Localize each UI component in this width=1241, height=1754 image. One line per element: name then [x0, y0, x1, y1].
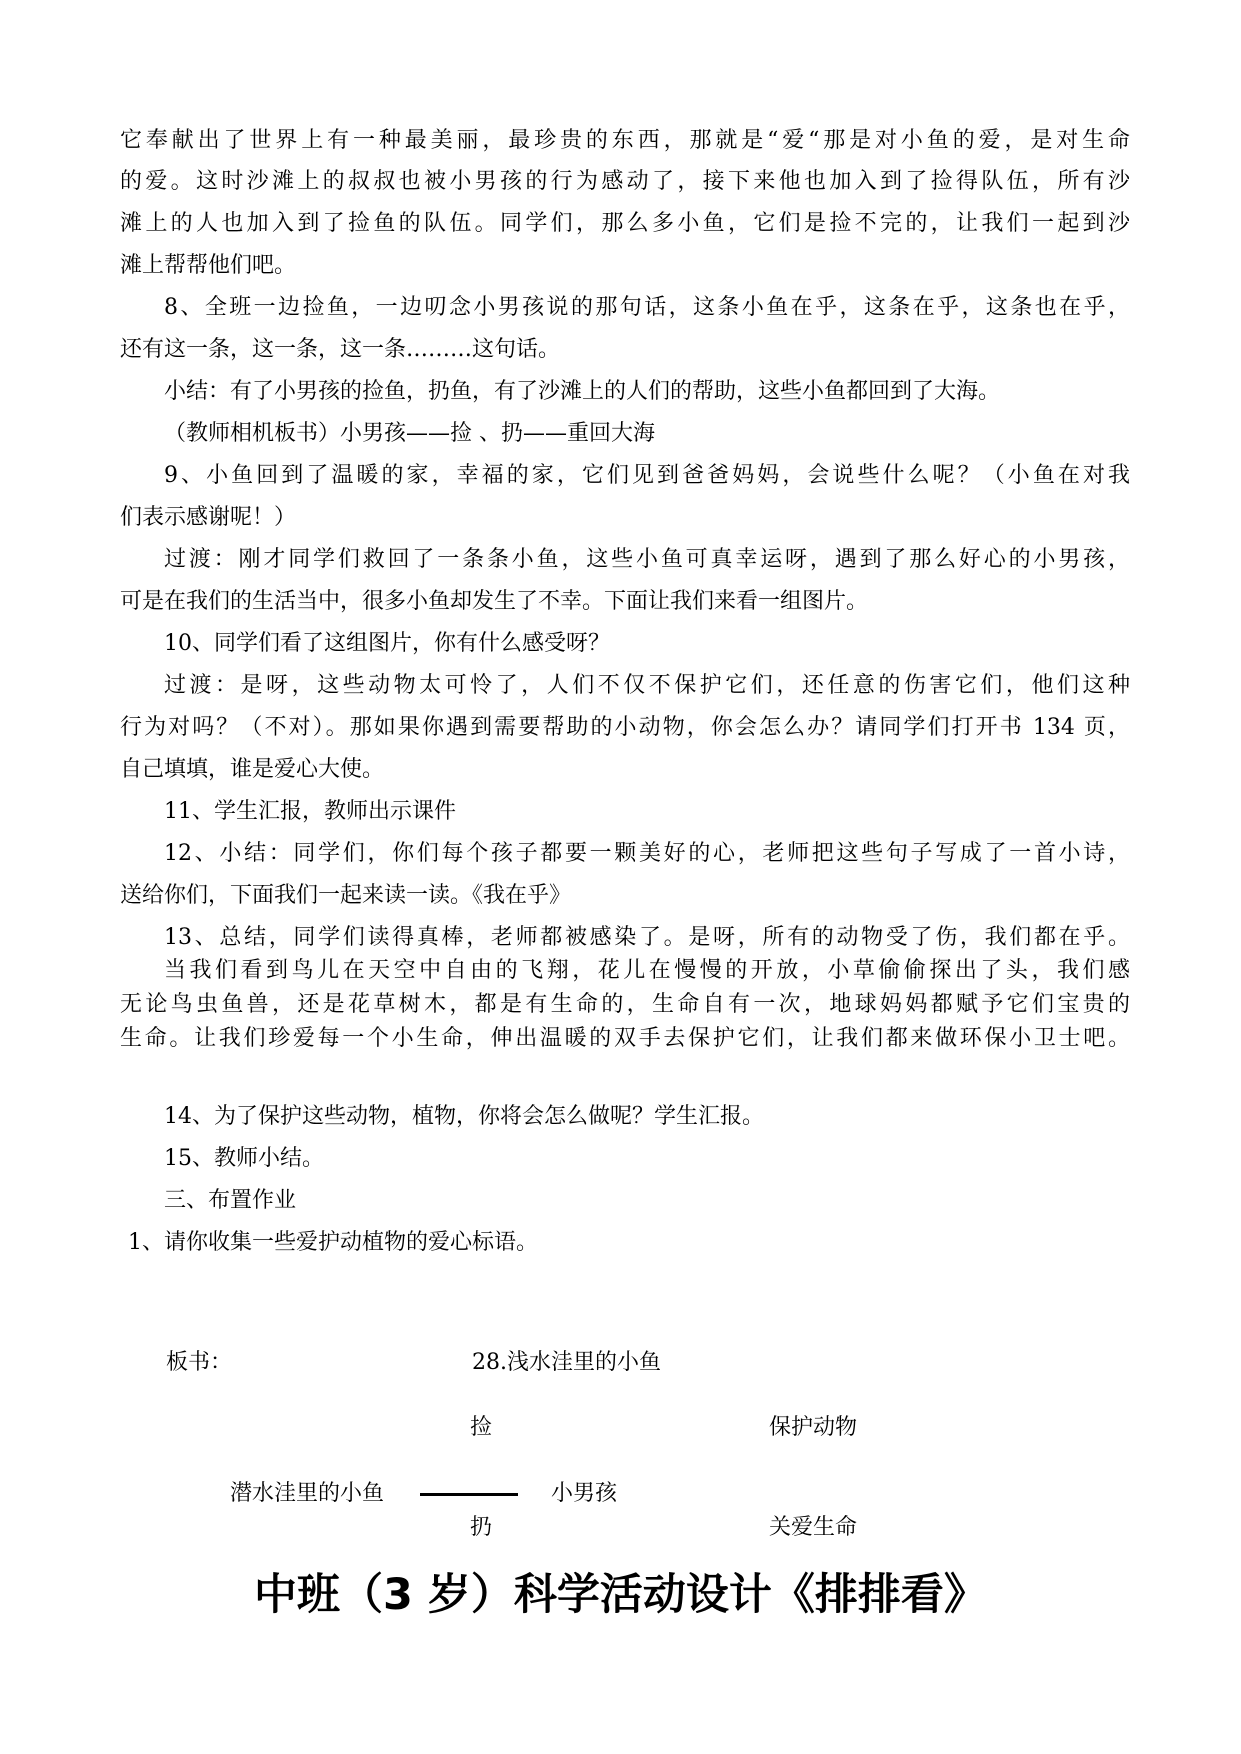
paragraph-line: 行为对吗？（不对）。那如果你遇到需要帮助的小动物，你会怎么办？请同学们打开书 134 页， — [120, 715, 1130, 740]
paragraph-line: 当我们看到鸟儿在天空中自由的飞翔，花儿在慢慢的开放，小草偷偷探出了头，我们感 — [164, 958, 1130, 983]
paragraph-line: 1、请你收集一些爱护动植物的爱心标语。 — [128, 1230, 538, 1255]
paragraph-line: 15、教师小结。 — [164, 1146, 324, 1171]
paragraph-line: 还有这一条，这一条，这一条………这句话。 — [120, 337, 561, 362]
paragraph-line: 三、布置作业 — [164, 1188, 297, 1213]
board-left: 潜水洼里的小鱼 — [230, 1481, 385, 1506]
board-pick: 捡 — [470, 1415, 493, 1440]
board-title: 28.浅水洼里的小鱼 — [472, 1350, 661, 1375]
board-dash — [420, 1493, 518, 1496]
paragraph-line: 无论鸟虫鱼兽，还是花草树木，都是有生命的，生命自有一次，地球妈妈都赋予它们宝贵的 — [120, 992, 1130, 1017]
paragraph-line: 8、全班一边捡鱼，一边叨念小男孩说的那句话，这条小鱼在乎，这条在乎，这条也在乎， — [164, 295, 1130, 320]
paragraph-line: （教师相机板书）小男孩——捡 、扔——重回大海 — [164, 421, 655, 446]
section-heading: 中班（3 岁）科学活动设计《排排看》 — [254, 1570, 987, 1620]
paragraph-line: 过渡：刚才同学们救回了一条条小鱼，这些小鱼可真幸运呀，遇到了那么好心的小男孩， — [164, 547, 1130, 572]
paragraph-line: 12、小结：同学们，你们每个孩子都要一颗美好的心，老师把这些句子写成了一首小诗， — [164, 841, 1130, 866]
board-label: 板书： — [166, 1350, 233, 1375]
paragraph-line: 10、同学们看了这组图片，你有什么感受呀？ — [164, 631, 610, 656]
paragraph-line: 9、小鱼回到了温暖的家，幸福的家，它们见到爸爸妈妈，会说些什么呢？（小鱼在对我 — [164, 463, 1130, 488]
paragraph-line: 送给你们，下面我们一起来读一读。《我在乎》 — [120, 883, 572, 908]
paragraph-line: 自己填填，谁是爱心大使。 — [120, 757, 385, 782]
board-protect: 保护动物 — [769, 1415, 858, 1440]
paragraph-line: 11、学生汇报，教师出示课件 — [164, 799, 456, 824]
paragraph-line: 滩上的人也加入到了捡鱼的队伍。同学们，那么多小鱼，它们是捡不完的，让我们一起到沙 — [120, 211, 1130, 236]
paragraph-line: 14、为了保护这些动物，植物，你将会怎么做呢？学生汇报。 — [164, 1104, 764, 1129]
paragraph-line: 滩上帮帮他们吧。 — [120, 253, 297, 278]
paragraph-line: 它奉献出了世界上有一种最美丽，最珍贵的东西，那就是“爱“那是对小鱼的爱，是对生命 — [120, 128, 1130, 153]
paragraph-line: 的爱。这时沙滩上的叔叔也被小男孩的行为感动了，接下来他也加入到了捡得队伍，所有沙 — [120, 169, 1130, 194]
board-care: 关爱生命 — [769, 1515, 858, 1540]
paragraph-line: 可是在我们的生活当中，很多小鱼却发生了不幸。下面让我们来看一组图片。 — [120, 589, 869, 614]
board-boy: 小男孩 — [551, 1481, 618, 1506]
paragraph-line: 过渡：是呀，这些动物太可怜了，人们不仅不保护它们，还任意的伤害它们，他们这种 — [164, 673, 1130, 698]
paragraph-line: 小结：有了小男孩的捡鱼，扔鱼，有了沙滩上的人们的帮助，这些小鱼都回到了大海。 — [164, 379, 1001, 404]
paragraph-line: 13、总结，同学们读得真棒，老师都被感染了。是呀，所有的动物受了伤，我们都在乎。 — [164, 925, 1130, 950]
paragraph-line: 们表示感谢呢！） — [120, 505, 297, 530]
board-throw: 扔 — [470, 1515, 493, 1540]
paragraph-line: 生命。让我们珍爱每一个小生命，伸出温暖的双手去保护它们，让我们都来做环保小卫士吧。 — [120, 1026, 1130, 1051]
